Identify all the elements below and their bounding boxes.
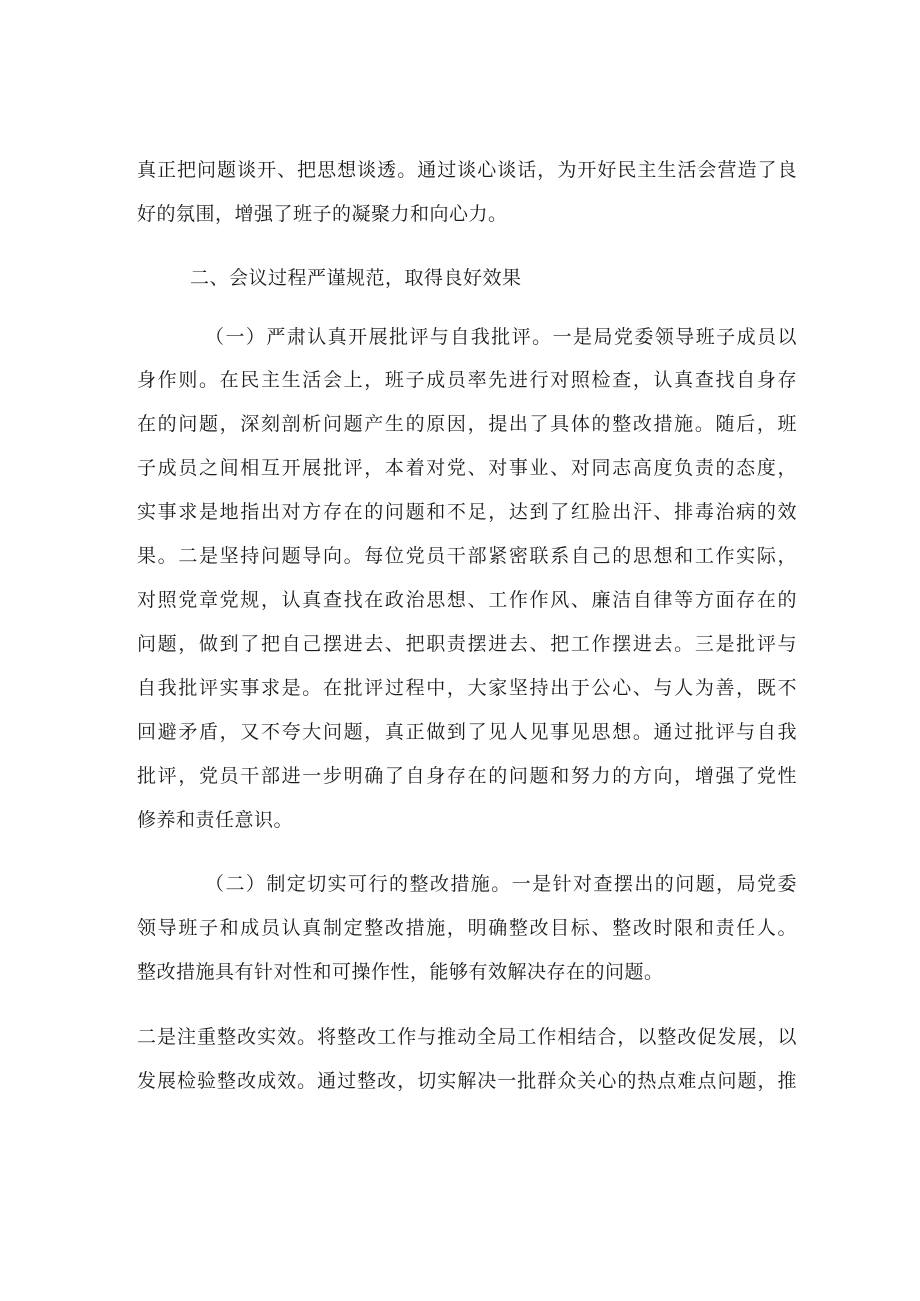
text-line: 修养和责任意识。 <box>137 809 294 831</box>
text-line: 好的氛围，增强了班子的凝聚力和向心力。 <box>137 203 508 225</box>
text-line: 真正把问题谈开、把思想谈透。通过谈心谈话，为开好民主生活会营造了良 <box>137 159 797 181</box>
text-line: 对照党章党规，认真查找在政治思想、工作作风、廉洁自律等方面存在的 <box>137 589 797 611</box>
text-line: 领导班子和成员认真制定整改措施，明确整改目标、整改时限和责任人。 <box>137 917 797 939</box>
text-line: （二）制定切实可行的整改措施。一是针对查摆出的问题，局党委 <box>205 873 797 895</box>
text-line: 发展检验整改成效。通过整改，切实解决一批群众关心的热点难点问题，推 <box>137 1070 797 1092</box>
text-line: 回避矛盾，又不夸大问题，真正做到了见人见事见思想。通过批评与自我 <box>137 721 797 743</box>
section-heading: 二、会议过程严谨规范，取得良好效果 <box>190 267 522 289</box>
text-line: 果。二是坚持问题导向。每位党员干部紧密联系自己的思想和工作实际， <box>137 545 797 567</box>
text-line: （一）严肃认真开展批评与自我批评。一是局党委领导班子成员以 <box>205 326 797 348</box>
text-line: 子成员之间相互开展批评，本着对党、对事业、对同志高度负责的态度， <box>137 457 797 479</box>
text-line: 二是注重整改实效。将整改工作与推动全局工作相结合，以整改促发展，以 <box>137 1026 797 1048</box>
text-line: 整改措施具有针对性和可操作性，能够有效解决存在的问题。 <box>137 961 664 983</box>
text-line: 自我批评实事求是。在批评过程中，大家坚持出于公心、与人为善，既不 <box>137 677 797 699</box>
text-line: 在的问题，深刻剖析问题产生的原因，提出了具体的整改措施。随后，班 <box>137 413 797 435</box>
text-line: 实事求是地指出对方存在的问题和不足，达到了红脸出汗、排毒治病的效 <box>137 501 797 523</box>
text-line: 批评，党员干部进一步明确了自身存在的问题和努力的方向，增强了党性 <box>137 765 797 787</box>
text-line: 问题，做到了把自己摆进去、把职责摆进去、把工作摆进去。三是批评与 <box>137 633 797 655</box>
text-line: 身作则。在民主生活会上，班子成员率先进行对照检查，认真查找自身存 <box>137 369 797 391</box>
